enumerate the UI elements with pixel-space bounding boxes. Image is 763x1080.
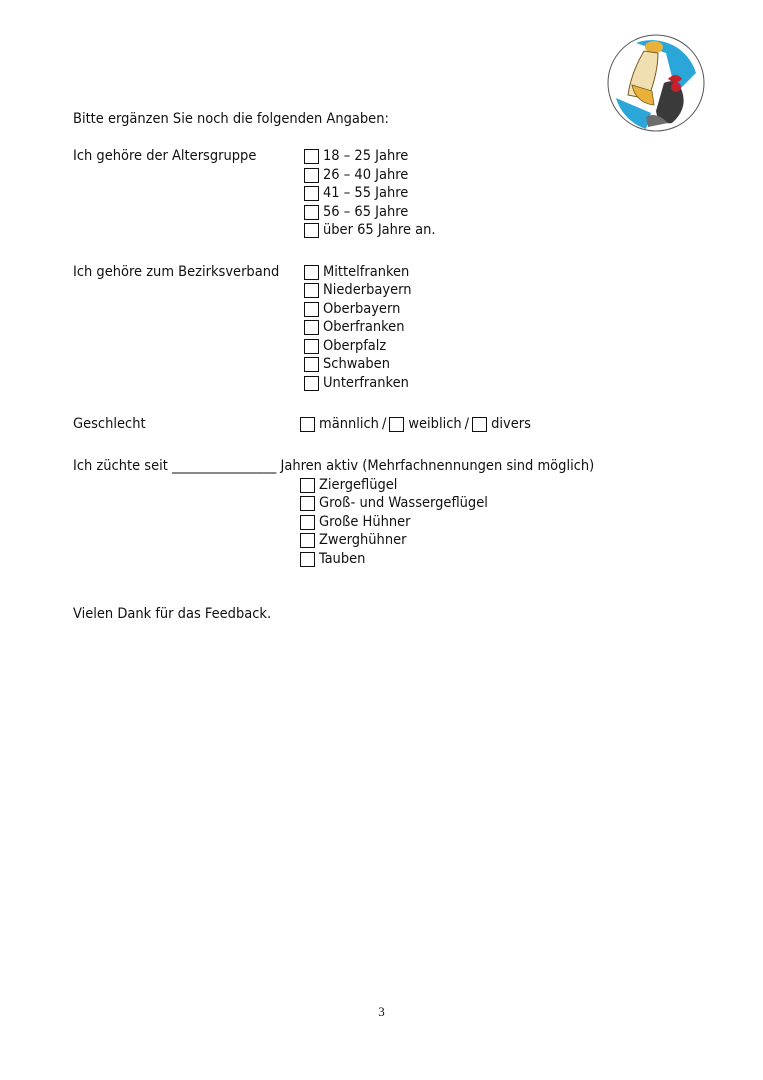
age-option-label: 41 – 55 Jahre	[323, 185, 409, 201]
thanks-text: Vielen Dank für das Feedback.	[73, 606, 272, 622]
checkbox[interactable]	[300, 478, 315, 493]
checkbox[interactable]	[304, 186, 319, 201]
checkbox[interactable]	[300, 533, 315, 548]
checkbox[interactable]	[304, 149, 319, 164]
breeding-option-label: Große Hühner	[319, 514, 411, 530]
breeding-suffix: Jahren aktiv (Mehrfachnennungen sind möglich)	[280, 458, 595, 474]
age-option-label: 18 – 25 Jahre	[323, 148, 409, 164]
district-option-label: Schwaben	[323, 356, 390, 372]
district-option[interactable]	[304, 263, 409, 281]
checkbox[interactable]	[300, 515, 315, 530]
age-option[interactable]	[304, 203, 408, 221]
age-option[interactable]	[304, 184, 408, 202]
age-option[interactable]	[304, 147, 408, 165]
checkbox[interactable]	[304, 302, 319, 317]
checkbox[interactable]	[304, 223, 319, 238]
breeding-prefix: Ich züchte seit	[73, 458, 168, 474]
age-option[interactable]	[304, 221, 436, 239]
breeding-option[interactable]	[300, 476, 397, 494]
district-option-label: Oberbayern	[323, 301, 401, 317]
district-option-label: Niederbayern	[323, 282, 412, 298]
checkbox[interactable]	[304, 339, 319, 354]
age-option-label: über 65 Jahre an.	[323, 222, 436, 238]
district-option-label: Unterfranken	[323, 375, 409, 391]
checkbox-male[interactable]	[300, 417, 315, 432]
age-option-label: 26 – 40 Jahre	[323, 167, 409, 183]
checkbox-diverse[interactable]	[472, 417, 487, 432]
district-option[interactable]	[304, 300, 400, 318]
breeding-option-label: Groß- und Wassergeflügel	[319, 495, 488, 511]
separator: /	[381, 416, 387, 432]
breeding-option-label: Ziergeflügel	[319, 477, 398, 493]
intro-text: Bitte ergänzen Sie noch die folgenden Angaben:	[73, 111, 389, 127]
breeding-option-label: Zwerghühner	[319, 532, 407, 548]
gender-label: Geschlecht	[73, 416, 146, 432]
page-number: 3	[378, 1004, 385, 1019]
gender-options	[300, 415, 531, 433]
breeding-option[interactable]	[300, 513, 411, 531]
breeding-sentence	[73, 457, 594, 475]
checkbox[interactable]	[304, 283, 319, 298]
district-option[interactable]	[304, 318, 405, 336]
district-option-label: Oberpfalz	[323, 338, 387, 354]
district-option-label: Mittelfranken	[323, 264, 410, 280]
checkbox[interactable]	[304, 205, 319, 220]
checkbox[interactable]	[300, 552, 315, 567]
checkbox-female[interactable]	[389, 417, 404, 432]
age-group-label: Ich gehöre der Altersgruppe	[73, 148, 257, 164]
checkbox[interactable]	[300, 496, 315, 511]
years-blank-field[interactable]: ________________	[172, 458, 277, 474]
district-option[interactable]	[304, 355, 390, 373]
age-option-label: 56 – 65 Jahre	[323, 204, 409, 220]
checkbox[interactable]	[304, 376, 319, 391]
district-option[interactable]	[304, 281, 411, 299]
checkbox[interactable]	[304, 357, 319, 372]
breeding-option[interactable]	[300, 550, 365, 568]
checkbox[interactable]	[304, 168, 319, 183]
district-option[interactable]	[304, 337, 386, 355]
district-option-label: Oberfranken	[323, 319, 405, 335]
poultry-club-logo-icon	[606, 33, 706, 133]
checkbox[interactable]	[304, 265, 319, 280]
age-option[interactable]	[304, 166, 408, 184]
checkbox[interactable]	[304, 320, 319, 335]
district-option[interactable]	[304, 374, 409, 392]
gender-option-label: weiblich	[408, 416, 462, 432]
gender-option-label: männlich	[319, 416, 379, 432]
separator: /	[464, 416, 470, 432]
breeding-option[interactable]	[300, 531, 407, 549]
gender-option-label: divers	[491, 416, 531, 432]
breeding-option[interactable]	[300, 494, 488, 512]
district-label: Ich gehöre zum Bezirksverband	[73, 264, 280, 280]
breeding-option-label: Tauben	[319, 551, 366, 567]
